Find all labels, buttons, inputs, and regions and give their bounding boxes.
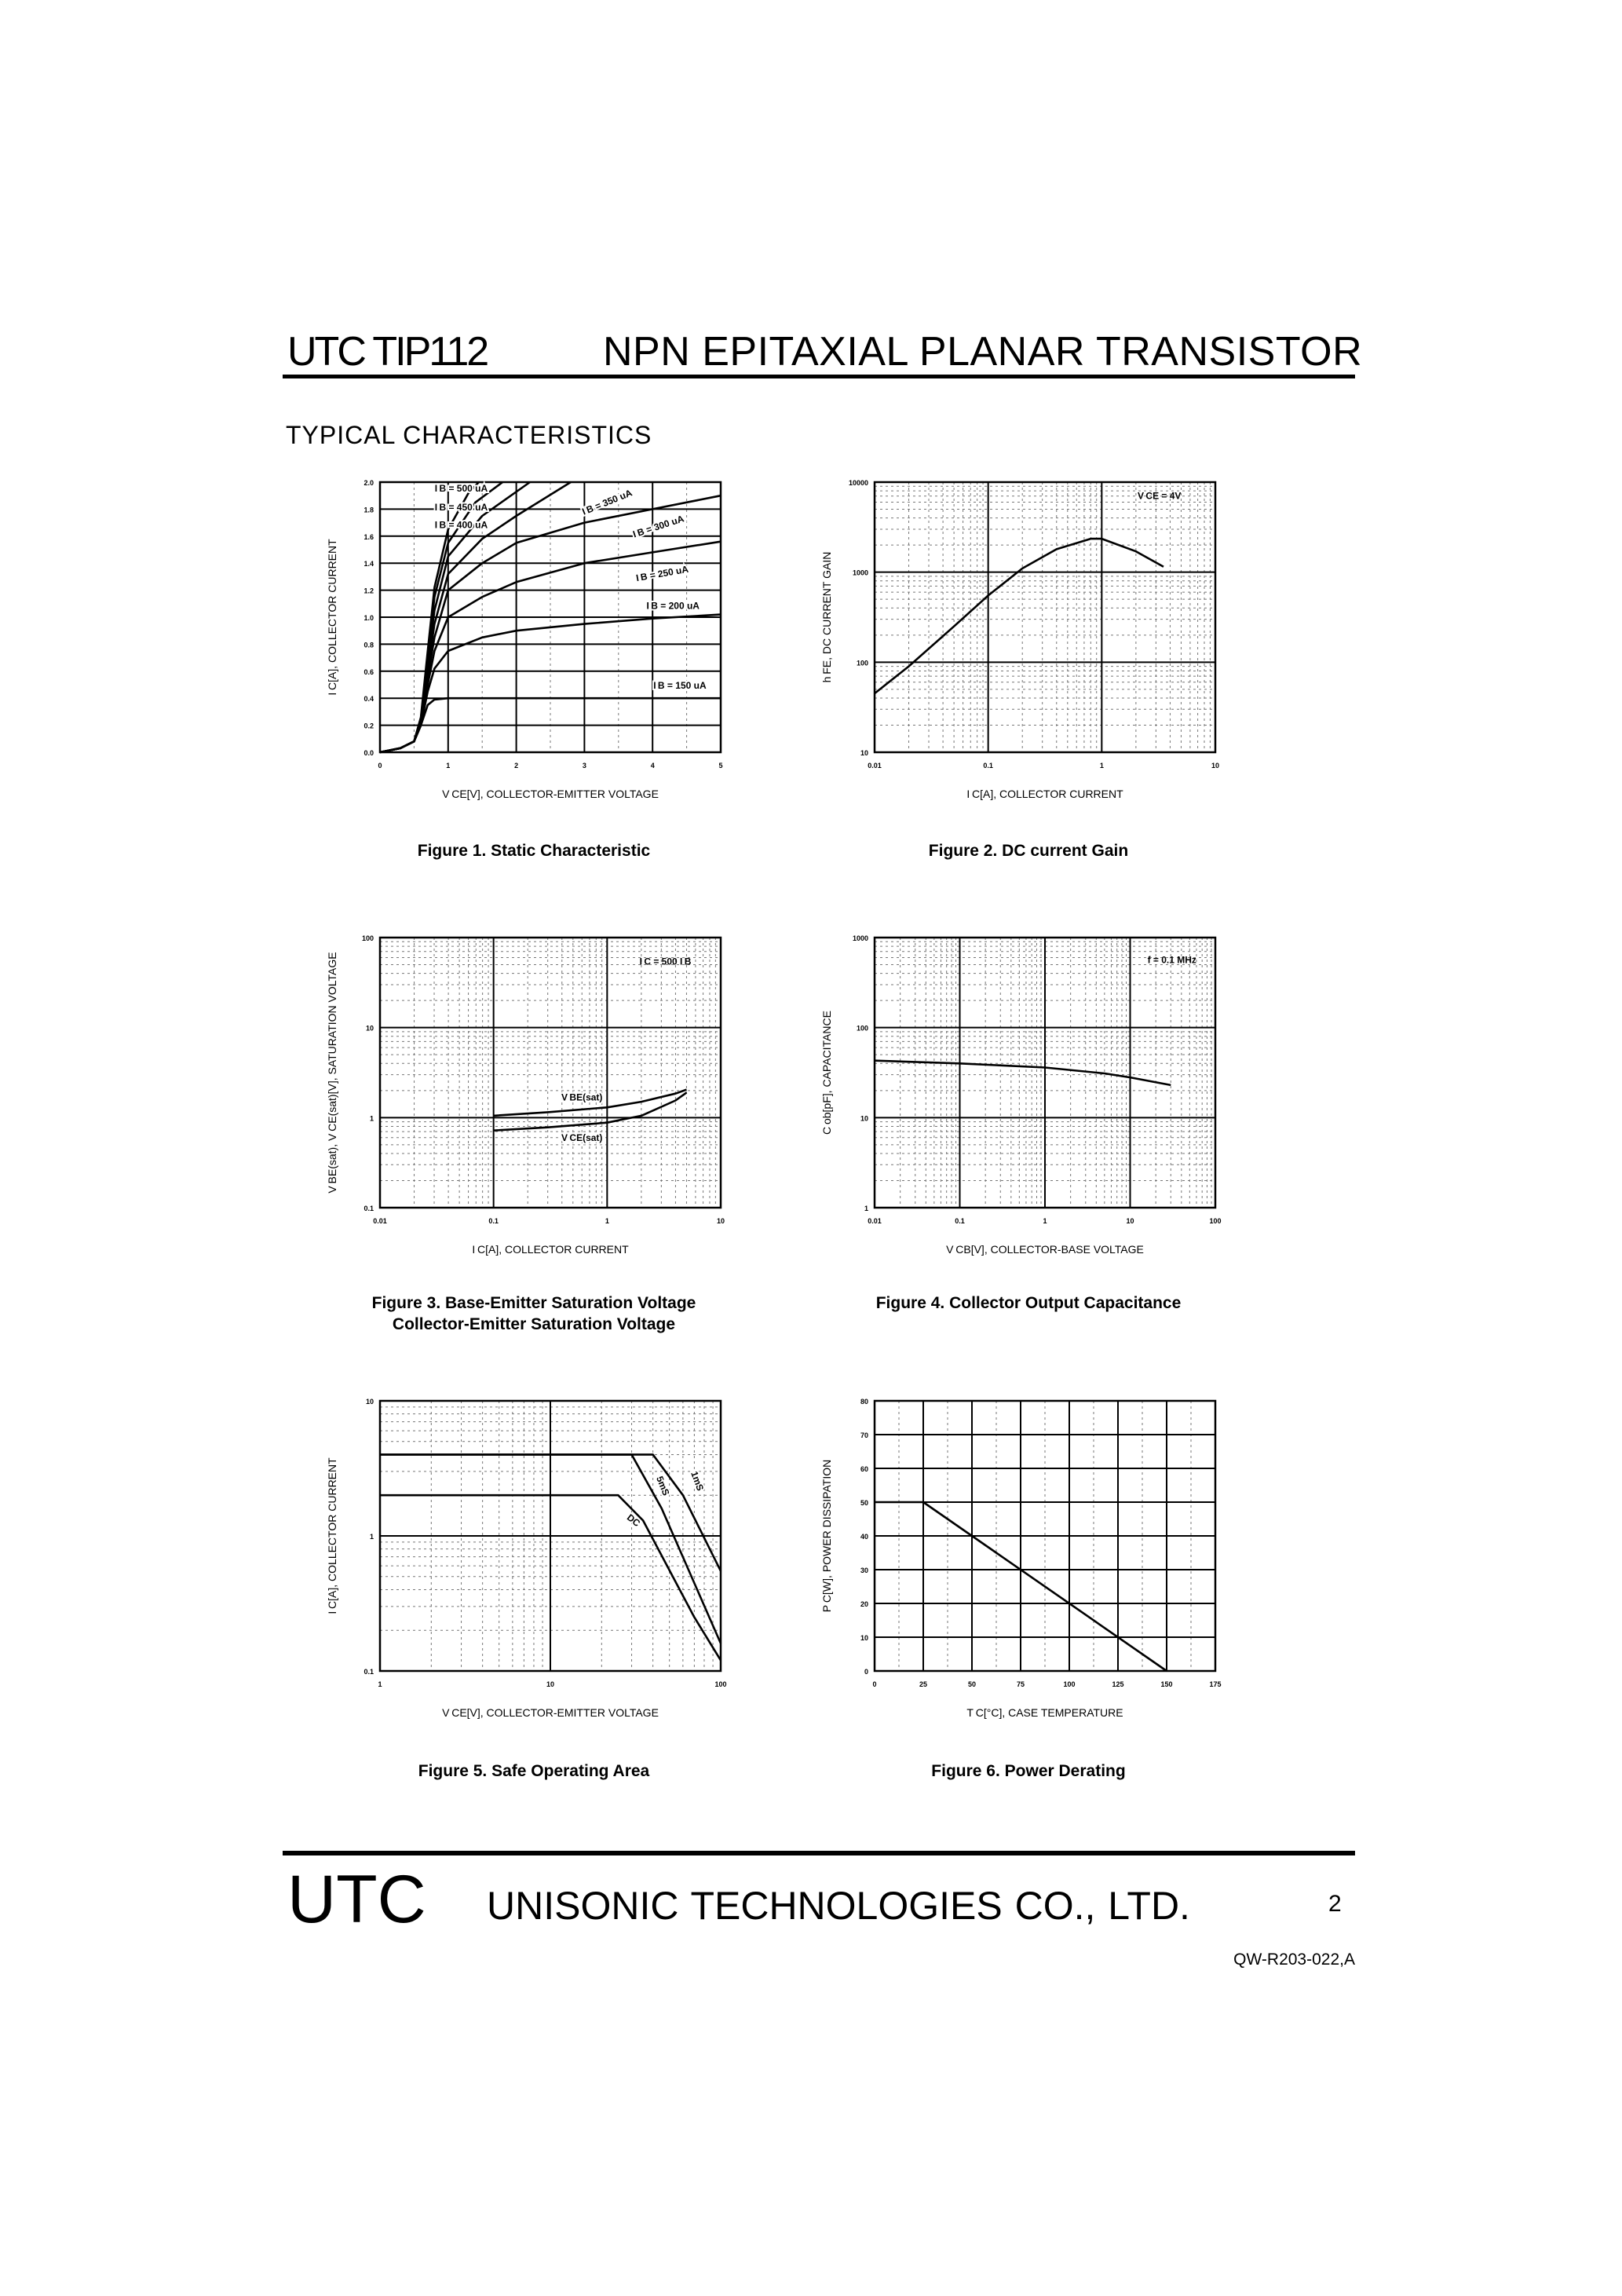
series-label: 1mS <box>689 1469 707 1493</box>
figure-4-caption: Figure 4. Collector Output Capacitance <box>875 1294 1182 1312</box>
series-label: V CE(sat) <box>561 1132 603 1144</box>
series-label: V BE(sat) <box>561 1091 603 1103</box>
y-axis-label: h FE, DC CURRENT GAIN <box>820 551 833 683</box>
x-axis-label: T C[°C], CASE TEMPERATURE <box>966 1706 1123 1719</box>
x-tick-label: 1 <box>1043 1217 1047 1225</box>
figure-1-caption: Figure 1. Static Characteristic <box>417 842 651 860</box>
y-tick-label: 1 <box>369 1533 374 1541</box>
y-tick-label: 10 <box>860 749 868 757</box>
figure-3-caption-line-2: Collector-Emitter Saturation Voltage <box>392 1315 676 1333</box>
x-tick-label: 10 <box>716 1217 725 1225</box>
x-tick-label: 10 <box>546 1680 555 1688</box>
y-tick-label: 10 <box>365 1398 374 1406</box>
document-number: QW-R203-022,A <box>1233 1951 1355 1969</box>
x-axis-label: I C[A], COLLECTOR CURRENT <box>472 1243 629 1256</box>
series-label: I B = 200 uA <box>646 600 700 612</box>
plot-frame <box>380 938 721 1208</box>
y-tick-label: 100 <box>856 659 868 667</box>
y-tick-label: 1.6 <box>363 532 374 541</box>
company-logo: UTC <box>287 1862 426 1937</box>
y-tick-label: 10 <box>860 1634 868 1642</box>
x-tick-label: 100 <box>714 1680 727 1688</box>
y-tick-label: 10000 <box>848 479 868 487</box>
series-label: I B = 350 uA <box>580 487 634 517</box>
x-axis-label: V CB[V], COLLECTOR-BASE VOLTAGE <box>946 1243 1144 1256</box>
company-name: UNISONIC TECHNOLOGIES CO., LTD. <box>487 1884 1190 1928</box>
x-tick-label: 1 <box>1099 762 1104 770</box>
x-tick-label: 10 <box>1211 762 1220 770</box>
y-tick-label: 0.8 <box>363 641 374 649</box>
y-axis-label: I C[A], COLLECTOR CURRENT <box>326 539 338 696</box>
x-tick-label: 50 <box>967 1680 977 1688</box>
x-tick-label: 0.01 <box>868 1217 882 1225</box>
figure-3-caption-line-1: Figure 3. Base-Emitter Saturation Voltage <box>371 1294 696 1312</box>
y-axis-label: P C[W], POWER DISSIPATION <box>820 1459 833 1613</box>
x-tick-label: 2 <box>514 762 519 770</box>
x-tick-label: 0.01 <box>373 1217 387 1225</box>
x-tick-label: 0.1 <box>983 762 993 770</box>
series-line <box>875 539 1164 693</box>
y-tick-label: 100 <box>361 934 374 942</box>
y-tick-label: 10 <box>860 1114 868 1123</box>
y-tick-label: 0 <box>864 1668 868 1676</box>
y-tick-label: 0.4 <box>363 695 374 704</box>
figure-2-caption: Figure 2. DC current Gain <box>928 842 1129 860</box>
x-tick-label: 0 <box>872 1680 877 1688</box>
series-label: I B = 150 uA <box>653 680 707 692</box>
y-tick-label: 1 <box>864 1205 868 1212</box>
figure-3-chart <box>314 927 754 1272</box>
y-tick-label: 60 <box>860 1465 868 1473</box>
y-tick-label: 1.4 <box>363 560 374 569</box>
series-label: I B = 450 uA <box>434 502 488 514</box>
y-tick-label: 70 <box>860 1431 868 1439</box>
series-label: I B = 400 uA <box>434 519 488 531</box>
y-axis-label: I C[A], COLLECTOR CURRENT <box>326 1457 338 1614</box>
y-tick-label: 1000 <box>852 934 868 942</box>
section-title: TYPICAL CHARACTERISTICS <box>286 421 652 449</box>
x-tick-label: 0.1 <box>488 1217 499 1225</box>
x-tick-label: 100 <box>1209 1217 1222 1225</box>
x-tick-label: 75 <box>1016 1680 1025 1688</box>
figure-1-chart <box>314 471 754 817</box>
series-label: I B = 500 uA <box>434 483 488 495</box>
x-tick-label: 0.1 <box>955 1217 965 1225</box>
x-tick-label: 25 <box>919 1680 928 1688</box>
plot-frame <box>875 482 1215 752</box>
y-tick-label: 0.6 <box>363 667 374 676</box>
part-number: UTC TIP112 <box>287 329 488 375</box>
y-tick-label: 2.0 <box>363 479 374 487</box>
y-axis-label: C ob[pF], CAPACITANCE <box>820 1011 833 1135</box>
figure-6-chart <box>809 1390 1248 1735</box>
x-tick-label: 100 <box>1063 1680 1076 1688</box>
x-axis-label: V CE[V], COLLECTOR-EMITTER VOLTAGE <box>442 788 659 800</box>
x-tick-label: 125 <box>1112 1680 1124 1688</box>
document-title: NPN EPITAXIAL PLANAR TRANSISTOR <box>603 329 1363 375</box>
figure-3-caption <box>298 1292 769 1335</box>
series-label: 5mS <box>654 1474 672 1497</box>
figure-5-chart <box>314 1390 754 1735</box>
x-tick-label: 1 <box>378 1680 382 1688</box>
chart-annotation: f = 0.1 MHz <box>1147 954 1196 966</box>
x-tick-label: 3 <box>582 762 586 770</box>
figure-4-chart <box>809 927 1248 1272</box>
series-label: DC <box>624 1512 643 1530</box>
chart-annotation: V CE = 4V <box>1138 490 1182 502</box>
x-tick-label: 1 <box>446 762 451 770</box>
y-tick-label: 0.2 <box>363 722 374 730</box>
header-rule <box>283 375 1355 378</box>
x-tick-label: 0.01 <box>868 762 882 770</box>
x-axis-label: I C[A], COLLECTOR CURRENT <box>966 788 1123 800</box>
y-tick-label: 80 <box>860 1398 868 1406</box>
y-tick-label: 30 <box>860 1567 868 1574</box>
x-tick-label: 4 <box>650 762 655 770</box>
y-tick-label: 20 <box>860 1600 868 1608</box>
y-tick-label: 1 <box>369 1114 374 1123</box>
series-label: I B = 300 uA <box>631 513 685 540</box>
footer-rule <box>283 1851 1355 1855</box>
figure-5-caption: Figure 5. Safe Operating Area <box>418 1762 650 1780</box>
y-tick-label: 40 <box>860 1533 868 1541</box>
y-tick-label: 100 <box>856 1024 868 1033</box>
y-tick-label: 1000 <box>852 569 868 577</box>
figure-2-chart <box>809 471 1248 817</box>
x-axis-label: V CE[V], COLLECTOR-EMITTER VOLTAGE <box>442 1706 659 1719</box>
y-axis-label: V BE(sat), V CE(sat)[V], SATURATION VOLTAGE <box>326 952 338 1194</box>
x-tick-label: 175 <box>1209 1680 1222 1688</box>
y-tick-label: 0.1 <box>363 1668 374 1676</box>
x-tick-label: 150 <box>1160 1680 1173 1688</box>
y-tick-label: 0.1 <box>363 1205 374 1212</box>
x-tick-label: 5 <box>718 762 723 770</box>
chart-annotation: I C = 500 I B <box>639 956 692 967</box>
x-tick-label: 1 <box>605 1217 609 1225</box>
figure-6-caption: Figure 6. Power Derating <box>931 1762 1126 1780</box>
x-tick-label: 0 <box>378 762 382 770</box>
x-tick-label: 10 <box>1126 1217 1134 1225</box>
y-tick-label: 1.8 <box>363 506 374 514</box>
y-tick-label: 10 <box>365 1024 374 1033</box>
y-tick-label: 1.0 <box>363 614 374 622</box>
series-label: I B = 250 uA <box>635 563 689 584</box>
y-tick-label: 50 <box>860 1499 868 1507</box>
y-tick-label: 0.0 <box>363 749 374 757</box>
y-tick-label: 1.2 <box>363 587 374 595</box>
page-number: 2 <box>1328 1891 1342 1917</box>
